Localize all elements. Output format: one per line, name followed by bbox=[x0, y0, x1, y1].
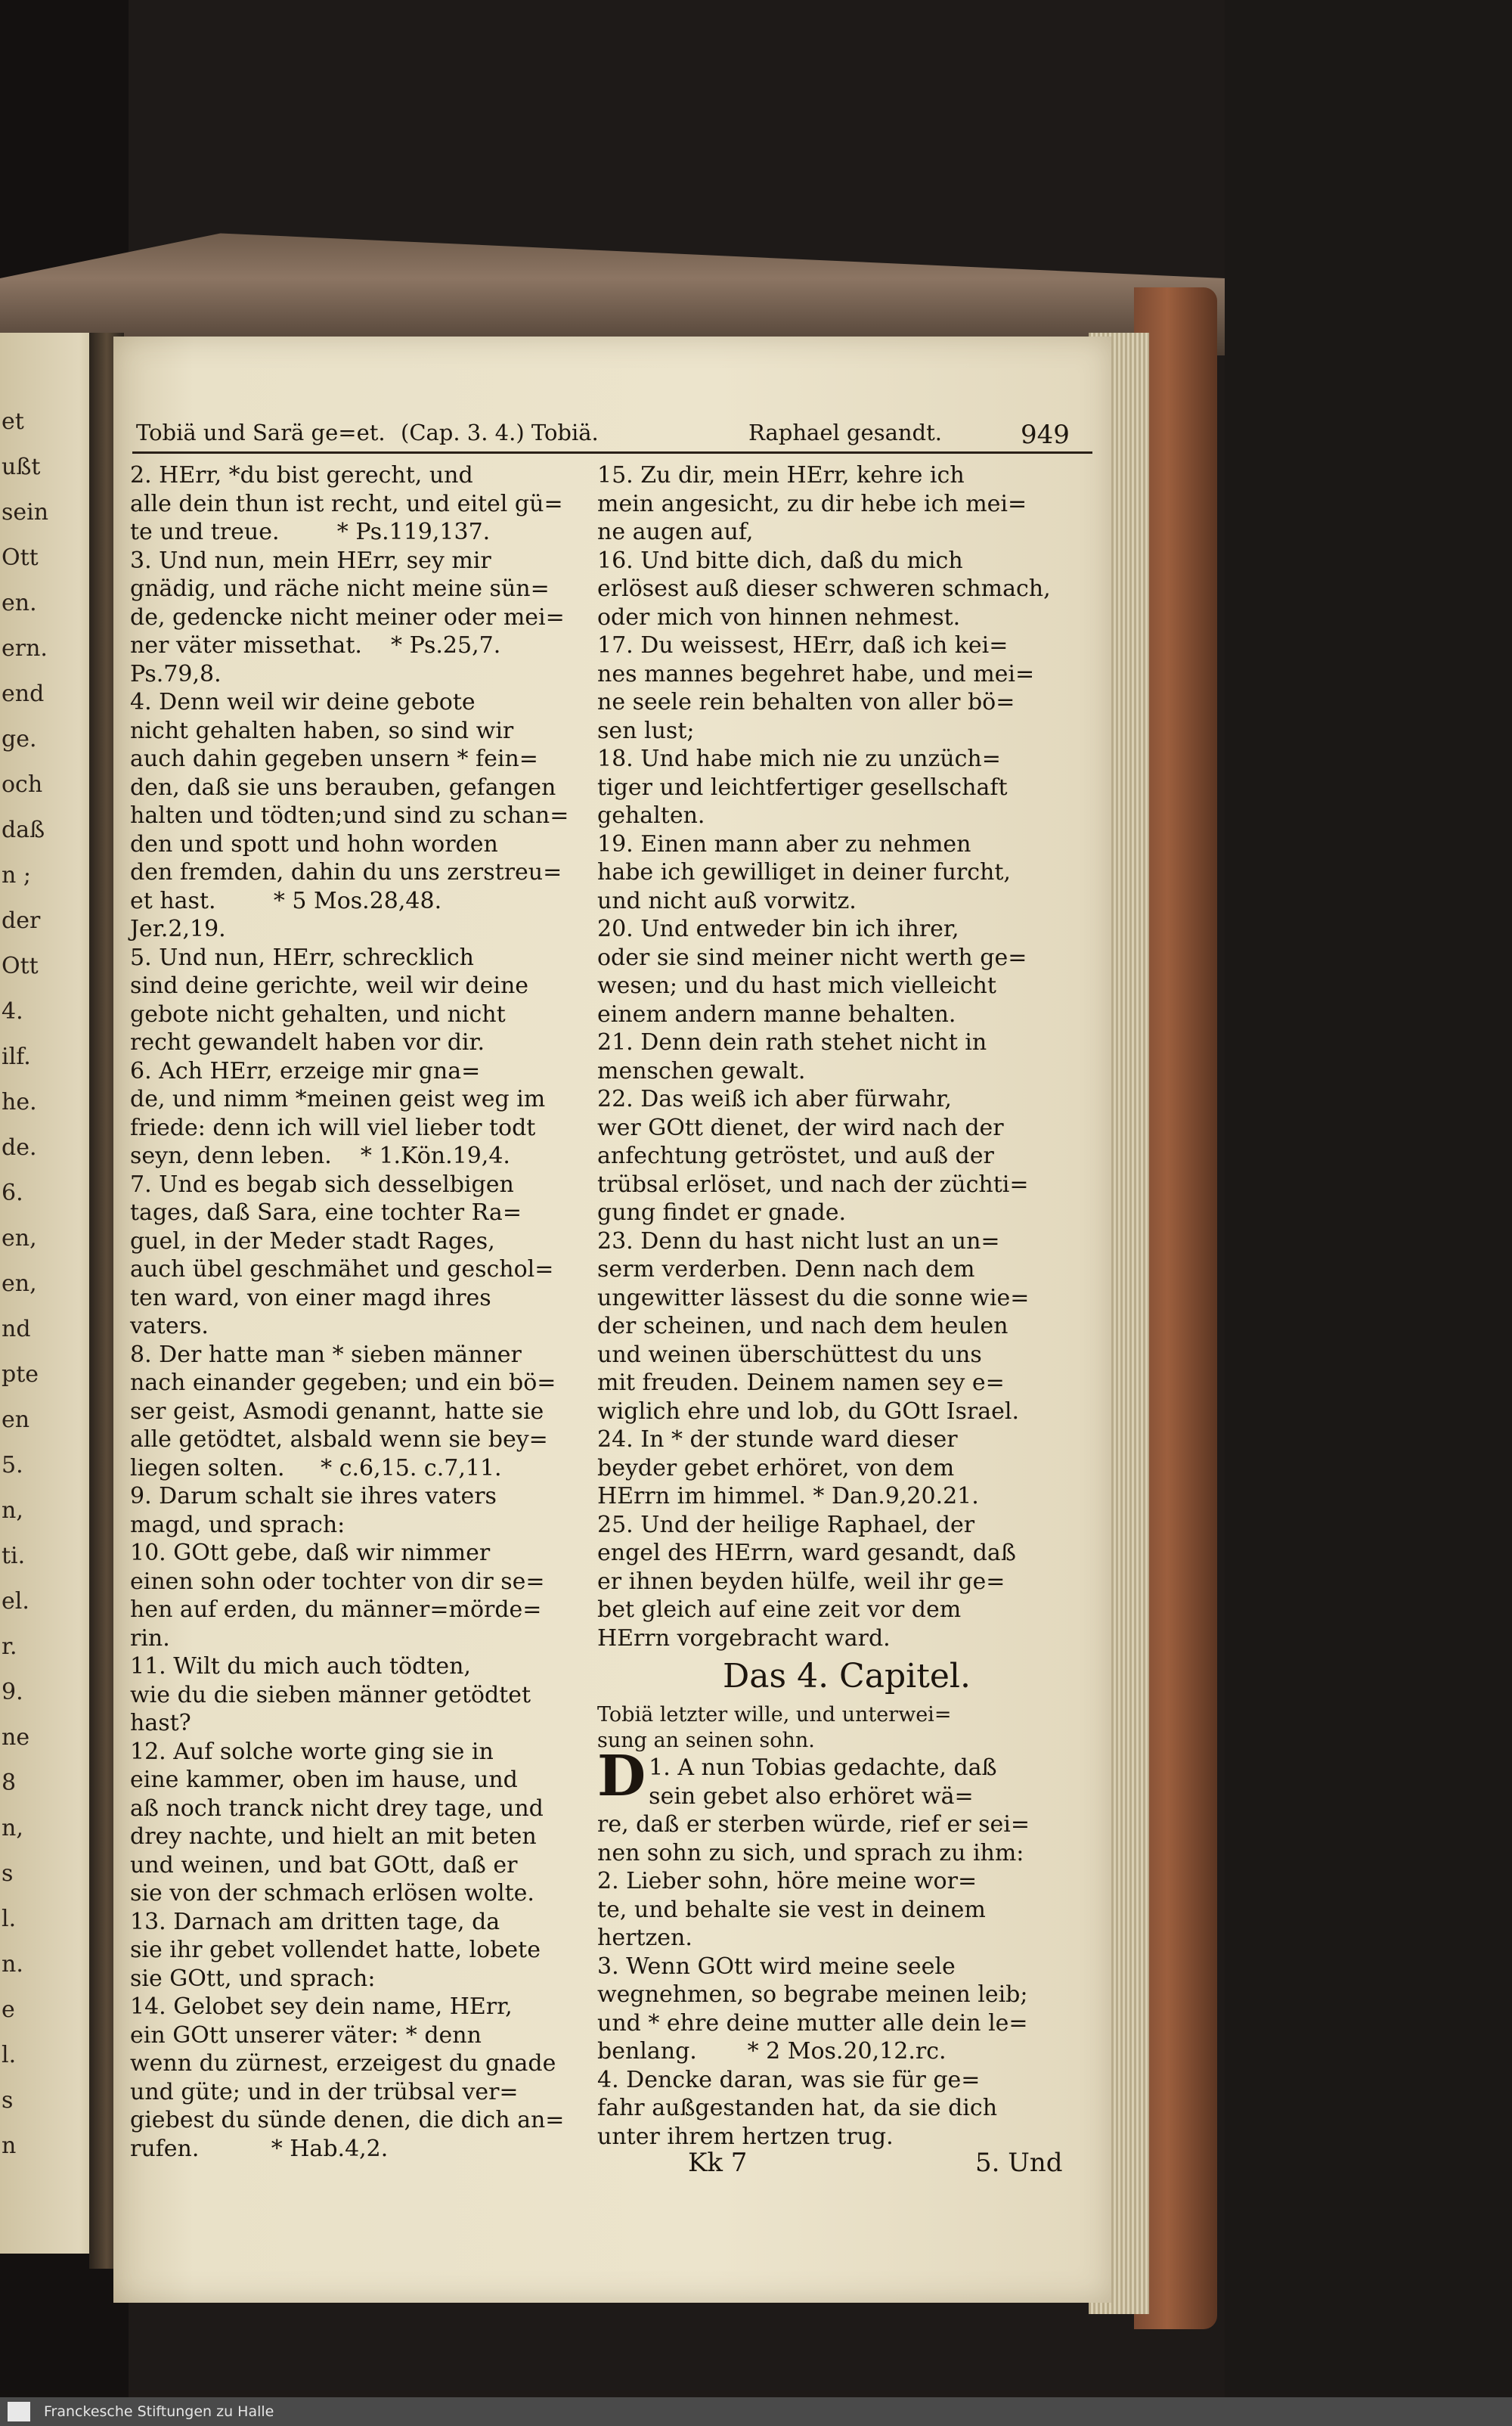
text-line: hast? bbox=[130, 1710, 191, 1736]
text-line: 21. Denn dein rath stehet nicht in bbox=[597, 1029, 987, 1056]
text-line: einem andern manne behalten. bbox=[597, 1000, 956, 1028]
previous-page-fragment: Ott bbox=[2, 953, 39, 979]
chapter-title: Das 4. Capitel. bbox=[723, 1657, 971, 1695]
text-line: alle getödtet, alsbald wenn sie bey= bbox=[130, 1426, 548, 1453]
text-line: 3. Wenn GOtt wird meine seele bbox=[597, 1953, 956, 1980]
previous-page-fragment: he. bbox=[2, 1089, 37, 1115]
text-line: 13. Darnach am dritten tage, da bbox=[130, 1908, 500, 1935]
text-line: 6. Ach HErr, erzeige mir gna= bbox=[130, 1057, 481, 1084]
text-line: 4. Dencke daran, was sie für ge= bbox=[597, 2066, 981, 2093]
text-line: gebote nicht gehalten, und nicht bbox=[130, 1000, 506, 1028]
text-line: 2. HErr, *du bist gerecht, und bbox=[130, 462, 473, 489]
previous-page-fragment: en bbox=[2, 1407, 30, 1433]
text-line: und weinen, und bat GOtt, daß er bbox=[130, 1851, 518, 1878]
text-line: nicht gehalten haben, so sind wir bbox=[130, 717, 514, 744]
previous-page-fragment: och bbox=[2, 771, 43, 798]
previous-page-fragment: Ott bbox=[2, 544, 39, 571]
previous-page-fragment: ne bbox=[2, 1724, 30, 1751]
text-line: 22. Das weiß ich aber fürwahr, bbox=[597, 1086, 952, 1112]
text-line: 18. Und habe mich nie zu unzüch= bbox=[597, 746, 1001, 772]
previous-page-fragment: n ; bbox=[2, 862, 31, 889]
text-line: nen sohn zu sich, und sprach zu ihm: bbox=[597, 1839, 1024, 1866]
text-line: wenn du zürnest, erzeigest du gnade bbox=[130, 2050, 556, 2077]
text-line: de, gedencke nicht meiner oder mei= bbox=[130, 603, 565, 631]
previous-page-fragment: 8 bbox=[2, 1770, 17, 1796]
text-line: tages, daß Sara, eine tochter Ra= bbox=[130, 1199, 522, 1226]
text-line: Jer.2,19. bbox=[130, 916, 226, 942]
text-line: drey nachte, und hielt an mit beten bbox=[130, 1823, 537, 1850]
text-line: 5. Und nun, HErr, schrecklich bbox=[130, 944, 474, 971]
text-line: 16. Und bitte dich, daß du mich bbox=[597, 547, 963, 574]
text-line: sind deine gerichte, weil wir deine bbox=[130, 973, 529, 999]
previous-page-fragment: el. bbox=[2, 1588, 29, 1615]
text-line: wegnehmen, so begrabe meinen leib; bbox=[597, 1981, 1028, 2008]
text-line: wie du die sieben männer getödtet bbox=[130, 1681, 531, 1708]
text-line: HErrn vorgebracht ward. bbox=[597, 1624, 891, 1652]
previous-page-fragment: n, bbox=[2, 1497, 23, 1524]
background-right bbox=[1225, 0, 1512, 2426]
text-line: te und treue. * Ps.119,137. bbox=[130, 519, 491, 545]
previous-page-fragment: ilf. bbox=[2, 1044, 31, 1070]
text-line: 9. Darum schalt sie ihres vaters bbox=[130, 1483, 497, 1509]
chapter-4-verses bbox=[597, 1744, 1096, 2151]
text-line: mit freuden. Deinem namen sey e= bbox=[597, 1370, 1005, 1396]
previous-page-fragment: l. bbox=[2, 1906, 17, 1932]
summary-line: Tobiä letzter wille, und unterwei= bbox=[597, 1703, 952, 1726]
institution-logo-icon bbox=[8, 2402, 30, 2421]
previous-page-fragment: en, bbox=[2, 1270, 37, 1297]
text-line: er ihnen beyden hülfe, weil ihr ge= bbox=[597, 1568, 1005, 1595]
previous-page-fragment: s bbox=[2, 1860, 14, 1887]
text-line: guel, in der Meder stadt Rages, bbox=[130, 1227, 495, 1255]
text-line: ein GOtt unserer väter: * denn bbox=[130, 2021, 482, 2049]
text-line: 3. Und nun, mein HErr, sey mir bbox=[130, 547, 491, 574]
text-line: nach einander gegeben; und ein bö= bbox=[130, 1370, 556, 1396]
text-line: 19. Einen mann aber zu nehmen bbox=[597, 830, 971, 858]
text-line: beyder gebet erhöret, von dem bbox=[597, 1454, 955, 1481]
text-line: wer GOtt dienet, der wird nach der bbox=[597, 1114, 1004, 1141]
text-line: te, und behalte sie vest in deinem bbox=[597, 1896, 986, 1923]
text-line: Ps.79,8. bbox=[130, 660, 222, 687]
book-page bbox=[113, 337, 1111, 2303]
previous-page-fragment: n, bbox=[2, 1815, 23, 1841]
previous-page-fragment: l. bbox=[2, 2042, 17, 2068]
text-line: serm verderben. Denn nach dem bbox=[597, 1256, 975, 1283]
text-line: bet gleich auf eine zeit vor dem bbox=[597, 1596, 962, 1623]
previous-page-fragment: n. bbox=[2, 1951, 23, 1978]
previous-page-fragment: en. bbox=[2, 590, 37, 616]
text-line: 2. Lieber sohn, höre meine wor= bbox=[597, 1868, 978, 1894]
page-number: 949 bbox=[1021, 420, 1070, 450]
text-line: den fremden, dahin du uns zerstreu= bbox=[130, 859, 562, 886]
running-head-right: Raphael gesandt. bbox=[748, 420, 942, 445]
text-line: 1. A nun Tobias gedachte, daß bbox=[649, 1754, 997, 1781]
text-line: sein gebet also erhöret wä= bbox=[649, 1782, 974, 1810]
signature-mark: Kk 7 bbox=[688, 2148, 748, 2178]
chapter-summary bbox=[597, 1702, 1096, 1754]
text-line: einen sohn oder tochter von dir se= bbox=[130, 1568, 545, 1595]
text-line: wiglich ehre und lob, du GOtt Israel. bbox=[597, 1398, 1019, 1425]
text-line: ne seele rein behalten von aller bö= bbox=[597, 689, 1015, 715]
text-line: seyn, denn leben. * 1.Kön.19,4. bbox=[130, 1143, 510, 1169]
text-line: gnädig, und räche nicht meine sün= bbox=[130, 575, 550, 602]
text-line: 14. Gelobet sey dein name, HErr, bbox=[130, 1993, 513, 2020]
text-line: sie von der schmach erlösen wolte. bbox=[130, 1880, 534, 1906]
text-line: sen lust; bbox=[597, 717, 695, 744]
text-line: der scheinen, und nach dem heulen bbox=[597, 1313, 1009, 1339]
text-line: 7. Und es begab sich desselbigen bbox=[130, 1171, 514, 1198]
previous-page-fragment: end bbox=[2, 681, 45, 707]
text-line: de, und nimm *meinen geist weg im bbox=[130, 1086, 546, 1112]
text-line: giebest du sünde denen, die dich an= bbox=[130, 2107, 565, 2133]
previous-page-fragment: ern. bbox=[2, 635, 48, 662]
text-line: 15. Zu dir, mein HErr, kehre ich bbox=[597, 462, 965, 489]
text-line: auch übel geschmähet und geschol= bbox=[130, 1256, 554, 1283]
previous-page-fragment: 5. bbox=[2, 1452, 23, 1478]
text-line: menschen gewalt. bbox=[597, 1057, 806, 1084]
text-line: 11. Wilt du mich auch tödten, bbox=[130, 1653, 471, 1680]
text-line: vaters. bbox=[130, 1313, 209, 1339]
previous-page-fragment: nd bbox=[2, 1316, 31, 1342]
text-line: tiger und leichtfertiger gesellschaft bbox=[597, 774, 1008, 801]
text-line: und * ehre deine mutter alle dein le= bbox=[597, 2009, 1028, 2037]
previous-page-fragment: ußt bbox=[2, 454, 41, 480]
text-line: ser geist, Asmodi genannt, hatte sie bbox=[130, 1398, 544, 1425]
text-line: den, daß sie uns berauben, gefangen bbox=[130, 774, 556, 801]
previous-page-fragment: r. bbox=[2, 1633, 17, 1660]
text-line: sie GOtt, und sprach: bbox=[130, 1965, 376, 1992]
text-line: und güte; und in der trübsal ver= bbox=[130, 2078, 519, 2105]
summary-line: sung an seinen sohn. bbox=[597, 1729, 815, 1752]
running-head-center: (Cap. 3. 4.) Tobiä. bbox=[401, 420, 599, 445]
text-line: erlösest auß dieser schweren schmach, bbox=[597, 575, 1051, 602]
text-line: wesen; und du hast mich vielleicht bbox=[597, 973, 996, 999]
text-line: benlang. * 2 Mos.20,12.rc. bbox=[597, 2038, 947, 2065]
text-line: 10. GOtt gebe, daß wir nimmer bbox=[130, 1540, 491, 1566]
text-line: eine kammer, oben im hause, und bbox=[130, 1767, 518, 1793]
text-line: recht gewandelt haben vor dir. bbox=[130, 1029, 485, 1056]
previous-page-fragment: 9. bbox=[2, 1679, 23, 1705]
text-line: sie ihr gebet vollendet hatte, lobete bbox=[130, 1937, 541, 1963]
text-line: anfechtung getröstet, und auß der bbox=[597, 1143, 994, 1169]
text-line: trübsal erlöset, und nach der züchti= bbox=[597, 1171, 1029, 1198]
text-line: 8. Der hatte man * sieben männer bbox=[130, 1341, 522, 1368]
previous-page-fragment: pte bbox=[2, 1361, 39, 1388]
text-line: alle dein thun ist recht, und eitel gü= bbox=[130, 490, 563, 517]
previous-page-fragment: 6. bbox=[2, 1180, 23, 1206]
previous-page-fragment: e bbox=[2, 1996, 15, 2023]
text-line: rufen. * Hab.4,2. bbox=[130, 2135, 389, 2162]
text-line: 4. Denn weil wir deine gebote bbox=[130, 689, 476, 715]
text-column-right bbox=[597, 461, 1096, 2151]
text-line: und nicht auß vorwitz. bbox=[597, 887, 857, 914]
text-line: 24. In * der stunde ward dieser bbox=[597, 1426, 958, 1453]
drop-cap: D bbox=[597, 1744, 646, 1809]
text-line: ungewitter lässest du die sonne wie= bbox=[597, 1284, 1030, 1311]
text-line: oder sie sind meiner nicht werth ge= bbox=[597, 944, 1027, 971]
previous-page-fragment: ge. bbox=[2, 726, 37, 752]
text-line: gung findet er gnade. bbox=[597, 1199, 847, 1226]
text-line: 12. Auf solche worte ging sie in bbox=[130, 1738, 494, 1765]
previous-page-fragment: n bbox=[2, 2133, 17, 2159]
text-line: nes mannes begehret habe, und mei= bbox=[597, 660, 1035, 687]
text-line: friede: denn ich will viel lieber todt bbox=[130, 1114, 536, 1141]
chapter-3-verses bbox=[597, 461, 1096, 1652]
catchword: 5. Und bbox=[975, 2148, 1063, 2178]
text-line: et hast. * 5 Mos.28,48. bbox=[130, 887, 442, 914]
text-line: 17. Du weissest, HErr, daß ich kei= bbox=[597, 632, 1009, 659]
text-line: 23. Denn du hast nicht lust an un= bbox=[597, 1227, 1000, 1255]
text-line: fahr außgestanden hat, da sie dich bbox=[597, 2095, 998, 2121]
text-line: magd, und sprach: bbox=[130, 1511, 345, 1538]
text-column-left bbox=[130, 461, 584, 2163]
text-line: ner väter missethat. * Ps.25,7. bbox=[130, 632, 501, 659]
previous-page-fragment: sein bbox=[2, 499, 49, 526]
text-line: re, daß er sterben würde, rief er sei= bbox=[597, 1811, 1030, 1838]
text-line: auch dahin gegeben unsern * fein= bbox=[130, 746, 538, 772]
text-line: halten und tödten;und sind zu schan= bbox=[130, 802, 569, 829]
text-line: liegen solten. * c.6,15. c.7,11. bbox=[130, 1454, 502, 1481]
text-line: ne augen auf, bbox=[597, 519, 754, 545]
text-line: gehalten. bbox=[597, 802, 705, 829]
text-line: und weinen überschüttest du uns bbox=[597, 1341, 982, 1368]
footer-institution: Franckesche Stiftungen zu Halle bbox=[44, 2403, 274, 2420]
text-line: rin. bbox=[130, 1624, 170, 1652]
text-line: hertzen. bbox=[597, 1925, 692, 1951]
previous-page-fragment: s bbox=[2, 2087, 14, 2114]
text-line: habe ich gewilliget in deiner furcht, bbox=[597, 859, 1011, 886]
previous-page-fragment: der bbox=[2, 907, 41, 934]
header-rule bbox=[132, 451, 1092, 454]
running-head-left: Tobiä und Sarä ge=et. bbox=[136, 420, 386, 445]
text-line: den und spott und hohn worden bbox=[130, 830, 498, 858]
text-line: oder mich von hinnen nehmest. bbox=[597, 603, 961, 631]
previous-page-fragment: ti. bbox=[2, 1543, 26, 1569]
text-line: 25. Und der heilige Raphael, der bbox=[597, 1511, 975, 1538]
previous-page-fragment: 4. bbox=[2, 998, 23, 1025]
text-line: aß noch tranck nicht drey tage, und bbox=[130, 1795, 544, 1822]
text-line: mein angesicht, zu dir hebe ich mei= bbox=[597, 490, 1027, 517]
text-line: HErrn im himmel. * Dan.9,20.21. bbox=[597, 1483, 979, 1509]
text-line: ten ward, von einer magd ihres bbox=[130, 1284, 491, 1311]
text-line: engel des HErrn, ward gesandt, daß bbox=[597, 1540, 1016, 1566]
text-line: unter ihrem hertzen trug. bbox=[597, 2123, 894, 2150]
text-line: 20. Und entweder bin ich ihrer, bbox=[597, 916, 959, 942]
previous-page-fragment: en, bbox=[2, 1225, 37, 1252]
previous-page-fragment: et bbox=[2, 408, 24, 435]
previous-page-fragment: de. bbox=[2, 1134, 37, 1161]
text-line: hen auf erden, du männer=mörde= bbox=[130, 1596, 542, 1623]
previous-page-fragment: daß bbox=[2, 817, 45, 843]
